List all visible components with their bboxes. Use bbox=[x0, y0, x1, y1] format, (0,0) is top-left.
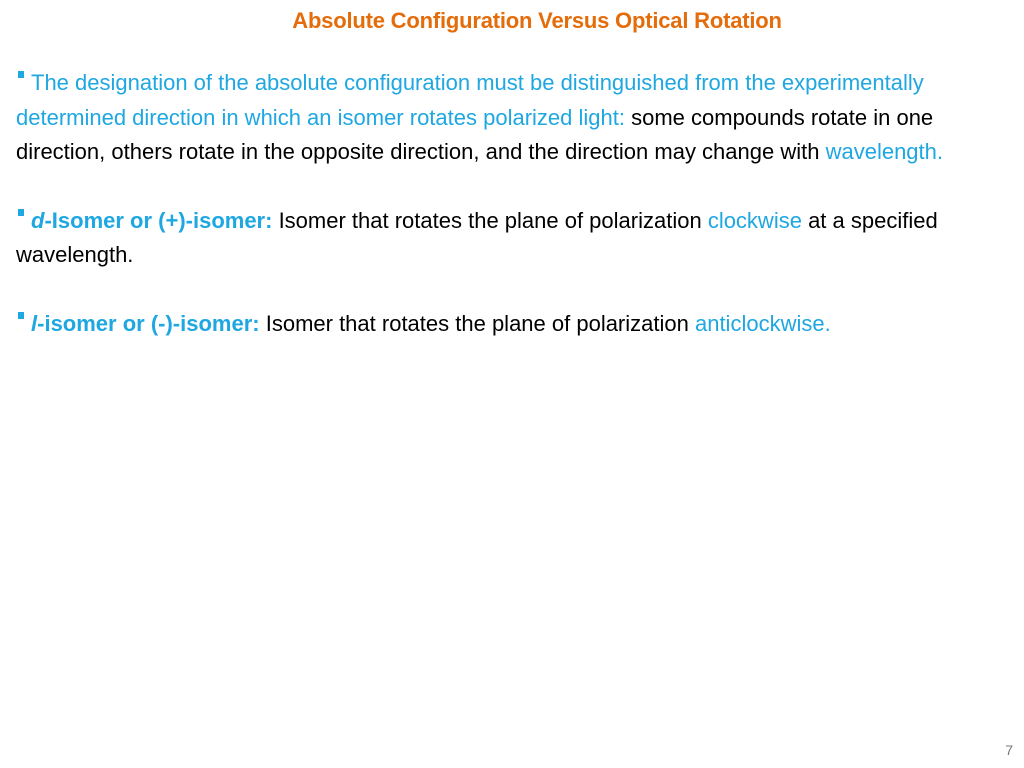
paragraph-3 bbox=[16, 307, 996, 342]
slide-title: Absolute Configuration Versus Optical Rotation bbox=[292, 8, 782, 33]
paragraph-3-body: Isomer that rotates the plane of polarization bbox=[259, 310, 695, 336]
slide-body bbox=[16, 66, 996, 341]
paragraph-3-term: -isomer or (-)-isomer: bbox=[37, 310, 260, 336]
paragraph-1-lead: The designation of the absolute configuration must be distinguished from the experimentally determined direction in which an isomer rotates polarized light: bbox=[16, 70, 924, 130]
paragraph-1-body: some compounds rotate in one direction, others rotate in the opposite direction, and the direction may change with bbox=[16, 104, 934, 164]
square-bullet-icon bbox=[18, 209, 24, 216]
square-bullet-icon bbox=[18, 71, 24, 78]
paragraph-1-highlight: wavelength. bbox=[825, 139, 944, 164]
paragraph-gap bbox=[16, 170, 996, 204]
paragraph-gap bbox=[16, 273, 996, 307]
paragraph-3-highlight: anticlockwise. bbox=[694, 310, 831, 336]
paragraph-2-term-italic: d bbox=[31, 207, 45, 233]
square-bullet-icon bbox=[18, 312, 24, 319]
paragraph-2 bbox=[16, 204, 996, 273]
paragraph-2-term: -Isomer or (+)-isomer: bbox=[44, 207, 273, 233]
paragraph-2-highlight: clockwise bbox=[707, 207, 802, 233]
paragraph-1 bbox=[16, 66, 996, 170]
page-number: 7 bbox=[1005, 742, 1013, 758]
paragraph-3-term-italic: l bbox=[31, 310, 38, 336]
paragraph-2-body: Isomer that rotates the plane of polarization bbox=[272, 207, 708, 233]
paragraph-2-tail: at a specified wavelength. bbox=[16, 207, 938, 267]
